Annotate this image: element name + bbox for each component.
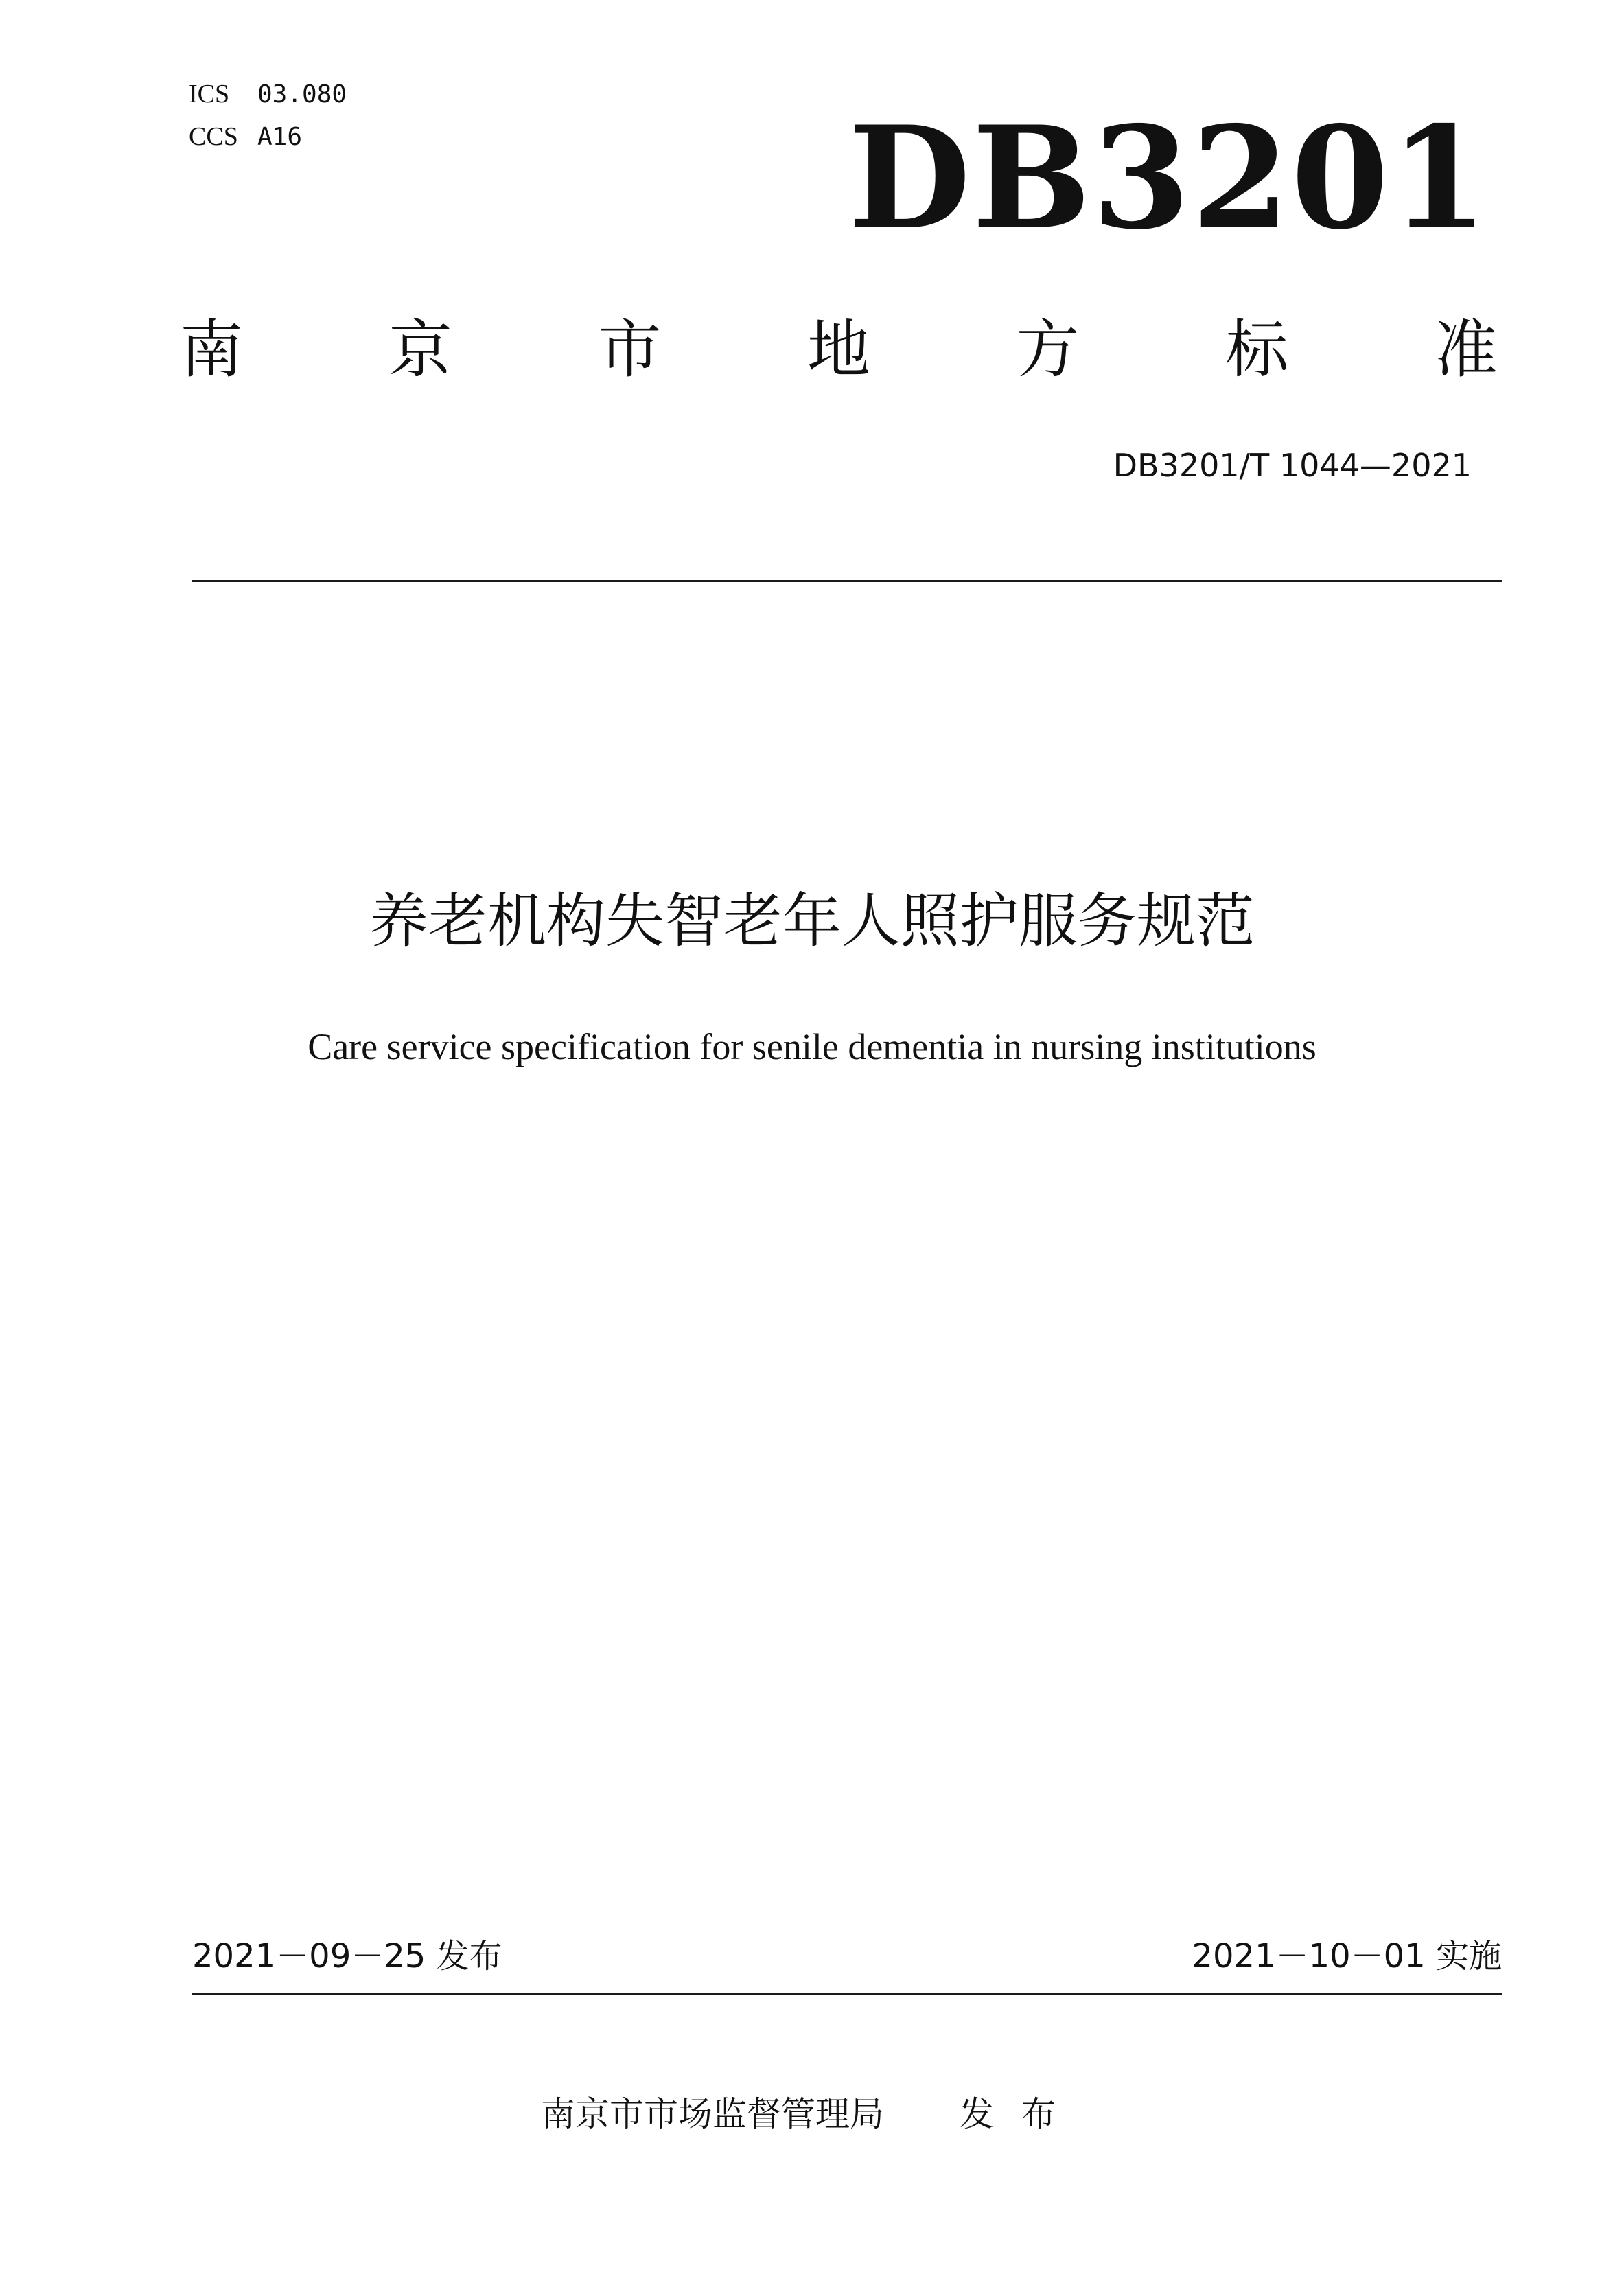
ics-classification [189, 79, 347, 110]
standard-type-char: 市 [598, 313, 662, 386]
implement-date: 2021－10－01 实施 [1192, 1937, 1502, 1975]
document-title-en: Care service specification for senile dementia in nursing institutions [308, 1026, 1316, 1067]
standard-type-char: 南 [180, 313, 244, 386]
standard-mark-logo: DB3201 [848, 96, 1489, 261]
issuer-name: 南京市市场监督管理局 [541, 2094, 884, 2134]
issuer-line [0, 2092, 1624, 2136]
bottom-divider [192, 1993, 1502, 1995]
ccs-classification [189, 121, 302, 152]
document-title-zh: 养老机构失智老年人照护服务规范 [369, 887, 1255, 955]
issuer-action: 发布 [960, 2094, 1083, 2134]
ccs-label: CCS [189, 122, 238, 151]
standard-type-char: 准 [1434, 313, 1498, 386]
standard-type-char: 地 [807, 313, 870, 386]
standard-number: DB3201/T 1044—2021 [1113, 447, 1472, 484]
publish-date: 2021－09－25 发布 [192, 1937, 502, 1975]
ics-code: 03.080 [257, 80, 347, 108]
top-divider [192, 580, 1502, 582]
ics-label: ICS [189, 80, 230, 108]
standard-type-heading [180, 312, 1498, 388]
ccs-code: A16 [257, 123, 303, 151]
standard-type-char: 京 [388, 313, 452, 386]
standard-type-char: 标 [1225, 313, 1289, 386]
standard-type-char: 方 [1016, 313, 1080, 386]
